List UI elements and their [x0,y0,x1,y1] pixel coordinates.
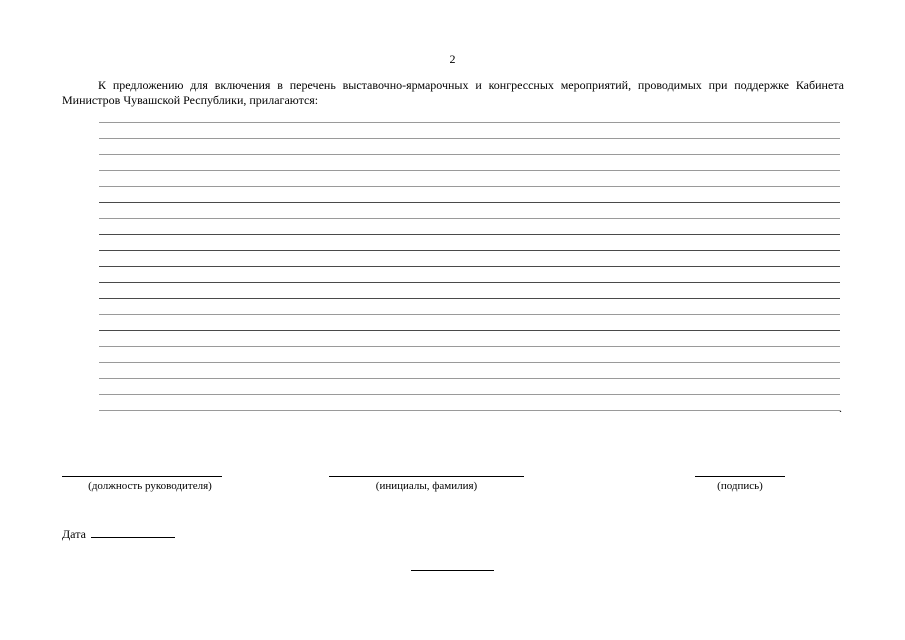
blank-line [99,218,840,219]
blank-line [99,186,840,187]
blank-line [99,154,840,155]
signature-caption: (подпись) [717,480,763,492]
blank-line [99,234,840,235]
blank-line [99,410,840,411]
blank-line [99,266,840,267]
blank-line [99,170,840,171]
position-caption: (должность руководителя) [88,480,212,492]
blank-line [99,250,840,251]
blank-line [99,202,840,203]
signature-line [695,476,785,477]
blank-line [99,314,840,315]
blank-line [99,346,840,347]
date-field [62,525,175,542]
intro-paragraph: К предложению для включения в перечень выставочно-ярмарочных и конгрессных мероприятий, проводимых при поддержке Кабинета Министров Чувашской Республики, прилагаются: [62,78,844,107]
blank-line [99,282,840,283]
attachment-lines [99,116,840,416]
date-label: Дата [62,527,86,541]
blank-line [99,298,840,299]
name-caption: (инициалы, фамилия) [375,480,478,492]
blank-line [99,122,840,123]
closing-rule [411,570,494,571]
blank-line [99,394,840,395]
position-signature-line [62,476,222,477]
end-period: . [839,401,842,415]
blank-line [99,330,840,331]
page-number: 2 [449,52,456,66]
date-blank-line [91,525,175,538]
name-signature-line [329,476,524,477]
blank-line [99,362,840,363]
blank-line [99,378,840,379]
blank-line [99,138,840,139]
